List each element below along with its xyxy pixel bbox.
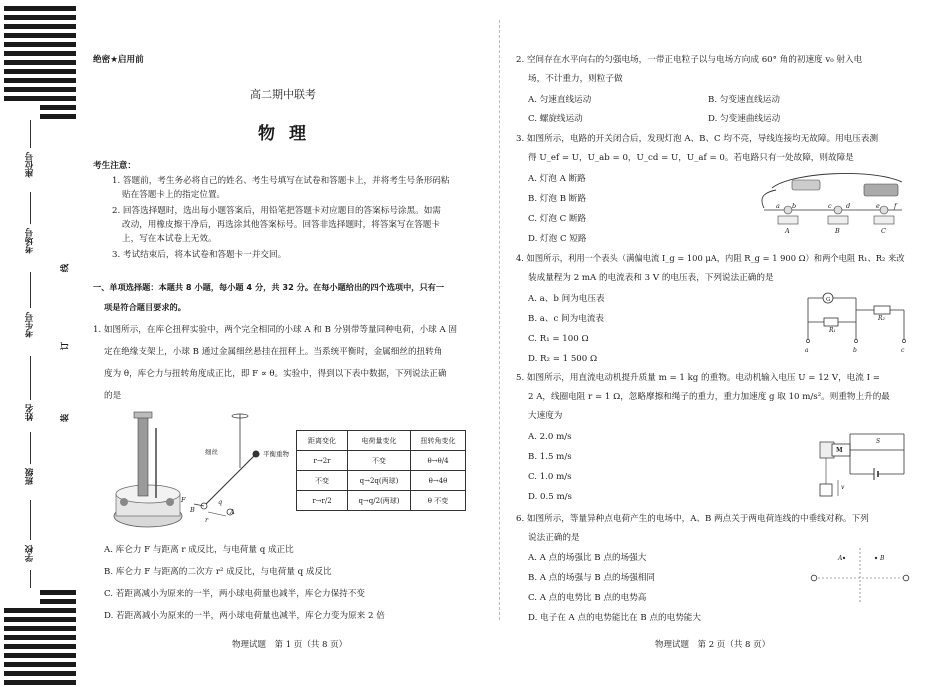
q2-option-b: B. 匀变速直线运动 <box>708 95 780 105</box>
binding-stripe <box>40 599 76 604</box>
label-r: r <box>205 516 209 524</box>
table-row <box>297 471 466 491</box>
binding-strip <box>0 0 80 688</box>
q5-stem: 5. 如图所示，用直流电动机提升质量 m = 1 kg 的重物。电动机输入电压 U = 12 V，电流 I = <box>516 373 880 383</box>
field-school: 学校 <box>25 545 35 562</box>
q5-label-v: v <box>841 484 845 491</box>
q6-option-a: A. A 点的场强比 B 点的场强大 <box>528 553 647 563</box>
exam-title: 高二期中联考 <box>250 88 316 101</box>
table-header: 电荷量变化 <box>348 431 411 451</box>
q3-label-b: b <box>792 202 797 210</box>
table-cell: r→2r <box>297 451 348 471</box>
label-A: A <box>230 508 235 516</box>
notice-line: 2. 回答选择题时，选出每小题答案后，用铅笔把答题卡对应题目的答案标号涂黑。如需 <box>112 206 441 216</box>
q1-option-b: B. 库仑力 F 与距离的二次方 r² 成反比，与电荷量 q 成反比 <box>104 567 332 577</box>
field-room-number: 考场号 <box>25 228 35 254</box>
section-heading-cont: 项是符合题目要求的。 <box>104 302 186 312</box>
q4-label-a: a <box>805 347 809 354</box>
binding-stripe <box>4 653 76 658</box>
binding-stripe <box>4 60 76 65</box>
label-F: F <box>181 496 186 504</box>
q3-label-e: e <box>876 202 880 210</box>
q3-label-A: A <box>785 227 790 235</box>
q5-option-b: B. 1.5 m/s <box>528 452 572 462</box>
q6-label-A: A <box>838 555 843 562</box>
q2-option-d: D. 匀变速曲线运动 <box>708 114 781 124</box>
seal-mark-bind: 装 <box>60 413 71 423</box>
q4-label-R1: R₁ <box>829 327 836 334</box>
q5-stem: 大速度为 <box>528 411 563 421</box>
binding-stripe <box>4 33 76 38</box>
q4-option-a: A. a、b 间为电压表 <box>528 294 605 304</box>
notice-line: 上，写在本试卷上无效。 <box>122 234 217 244</box>
q4-stem: 4. 如图所示，利用一个表头（满偏电流 I_g = 100 μA，内阻 R_g = 1 900 Ω）和两个电阻 R₁、R₂ 来改 <box>516 253 905 263</box>
q3-label-f: f <box>894 202 897 210</box>
field-line <box>30 120 31 148</box>
q5-label-S: S <box>876 438 881 445</box>
q4-label-b: b <box>853 347 857 354</box>
binding-stripe <box>4 87 76 92</box>
notice-line: 改动，用橡皮擦干净后，再选涂其他答案标号。回答非选择题时，将答案写在答题卡 <box>122 220 440 230</box>
field-seat-number: 座位号 <box>25 152 35 178</box>
q3-label-a: a <box>776 202 780 210</box>
q4-option-d: D. R₂ = 1 500 Ω <box>528 354 598 364</box>
q2-option-a: A. 匀速直线运动 <box>528 95 592 105</box>
binding-stripe <box>4 671 76 676</box>
q4-option-c: C. R₁ = 100 Ω <box>528 334 589 344</box>
binding-stripe <box>4 15 76 20</box>
field-line <box>30 272 31 308</box>
q6-field-figure <box>808 544 912 606</box>
q1-stem: 定在绝缘支架上，小球 B 通过金属细丝悬挂在扭秤上。当系统平衡时，金属细丝的扭转角 <box>104 347 443 357</box>
binding-stripe <box>40 590 76 595</box>
table-header-row <box>297 431 466 451</box>
binding-stripe <box>4 617 76 622</box>
right-page-footer: 物理试题 第 2 页（共 8 页） <box>655 640 771 650</box>
q4-label-R2: R₂ <box>878 315 885 322</box>
q4-option-b: B. a、c 间为电流表 <box>528 314 605 324</box>
section-heading: 一、单项选择题：本题共 8 小题，每小题 4 分，共 32 分。在每小题给出的四个选项中，只有一 <box>93 282 445 292</box>
field-candidate-number: 考生号 <box>25 312 35 338</box>
table-row <box>297 491 466 511</box>
q6-stem: 说法正确的是 <box>528 533 580 543</box>
binding-stripe <box>4 42 76 47</box>
q2-stem: 场，不计重力，则粒子做 <box>528 74 623 84</box>
q1-option-d: D. 若距离减小为原来的一半，两小球电荷量也减半，库仑力变为原来 2 倍 <box>104 611 385 621</box>
label-B: B <box>190 506 195 514</box>
subject-title: 物理 <box>258 124 320 144</box>
q5-option-c: C. 1.0 m/s <box>528 472 572 482</box>
page-divider <box>499 20 500 620</box>
field-line <box>30 500 31 540</box>
binding-stripe <box>4 608 76 613</box>
field-name: 姓名 <box>25 404 35 421</box>
notice-line: 贴在答题卡上的指定位置。 <box>122 190 226 200</box>
q4-label-c: c <box>901 347 905 354</box>
table-cell: r→r/2 <box>297 491 348 511</box>
field-line <box>30 192 31 224</box>
q1-stem: 1. 如图所示，在库仑扭秤实验中，两个完全相同的小球 A 和 B 分别带等量同种电荷，小球 A 固 <box>93 325 458 335</box>
label-wire: 细丝 <box>205 448 218 456</box>
q4-stem: 装成量程为 2 mA 的电流表和 3 V 的电压表，下列说法正确的是 <box>528 273 774 283</box>
label-counterweight: 平衡重物 <box>263 450 289 458</box>
table-cell: θ→θ/4 <box>411 451 466 471</box>
q3-label-d: d <box>846 202 851 210</box>
label-q: q <box>218 498 223 506</box>
binding-stripe <box>4 78 76 83</box>
left-page-footer: 物理试题 第 1 页（共 8 页） <box>232 640 348 650</box>
q3-option-b: B. 灯泡 B 断路 <box>528 194 586 204</box>
table-header: 距离变化 <box>297 431 348 451</box>
notice-line: 3. 考试结束后，将本试卷和答题卡一并交回。 <box>112 250 287 260</box>
table-cell: θ 不变 <box>411 491 466 511</box>
binding-stripe <box>4 635 76 640</box>
field-line <box>30 356 31 400</box>
seal-mark-order: 订 <box>60 341 71 351</box>
field-class: 班级 <box>25 468 35 485</box>
binding-stripe <box>4 69 76 74</box>
binding-stripe <box>4 662 76 667</box>
q5-option-a: A. 2.0 m/s <box>528 432 572 442</box>
notice-heading: 考生注意： <box>93 161 136 171</box>
binding-stripe <box>4 51 76 56</box>
q6-option-d: D. 电子在 A 点的电势能比在 B 点的电势能大 <box>528 613 701 623</box>
q1-stem: 的是 <box>104 391 122 401</box>
binding-stripe <box>4 6 76 11</box>
table-cell: 不变 <box>297 471 348 491</box>
table-cell: q→2q(两球) <box>348 471 411 491</box>
q6-label-B: B <box>880 555 885 562</box>
q3-label-C: C <box>881 227 886 235</box>
q4-meter-circuit-figure <box>800 286 910 348</box>
table-cell: θ→4θ <box>411 471 466 491</box>
q3-option-d: D. 灯泡 C 短路 <box>528 234 587 244</box>
table-cell: q→q/2(两球) <box>348 491 411 511</box>
binding-stripe <box>40 114 76 119</box>
q3-option-c: C. 灯泡 C 断路 <box>528 214 587 224</box>
q3-option-a: A. 灯泡 A 断路 <box>528 174 586 184</box>
field-line <box>30 432 31 464</box>
table-cell: 不变 <box>348 451 411 471</box>
q1-torsion-balance-figure <box>108 408 278 536</box>
q3-label-B: B <box>835 227 840 235</box>
q5-stem: 2 A，线圈电阻 r = 1 Ω，忽略摩擦和绳子的重力，重力加速度 g 取 10 m/s²。则重物上升的最 <box>528 392 890 402</box>
binding-stripe <box>4 680 76 685</box>
q6-option-b: B. A 点的场强与 B 点的场强相同 <box>528 573 656 583</box>
binding-stripe <box>4 96 76 101</box>
seal-mark-line: 线 <box>60 263 71 273</box>
binding-stripe <box>40 105 76 110</box>
q6-option-c: C. A 点的电势比 B 点的电势高 <box>528 593 647 603</box>
binding-stripe <box>4 644 76 649</box>
q4-label-G: G <box>826 297 831 303</box>
q3-stem: 3. 如图所示，电路的开关闭合后，发现灯泡 A、B、C 均不亮，导线连接均无故障。用电压表测 <box>516 134 879 144</box>
notice-line: 1. 答题前，考生务必将自己的姓名、考生号填写在试卷和答题卡上，并将考生号条形码粘 <box>112 176 450 186</box>
q5-motor-circuit-figure <box>812 430 912 500</box>
q1-option-a: A. 库仑力 F 与距离 r 成反比，与电荷量 q 成正比 <box>104 545 294 555</box>
q2-option-c: C. 螺旋线运动 <box>528 114 583 124</box>
field-line <box>30 570 31 588</box>
q1-stem: 度为 θ，库仑力与扭转角度成正比，即 F ∝ θ。实验中，得到以下表中数据，下列说法正确 <box>104 369 447 379</box>
binding-stripe <box>4 626 76 631</box>
q3-label-c: c <box>828 202 832 210</box>
binding-stripe <box>4 24 76 29</box>
table-header: 扭转角变化 <box>411 431 466 451</box>
q6-stem: 6. 如图所示，等量异种点电荷产生的电场中，A、B 两点关于两电荷连线的中垂线对称。下列 <box>516 514 869 524</box>
q1-option-c: C. 若距离减小为原来的一半，两小球电荷量也减半，库仑力保持不变 <box>104 589 365 599</box>
q1-data-table <box>296 430 466 511</box>
q5-label-M: M <box>836 447 843 454</box>
q2-stem: 2. 空间存在水平向右的匀强电场，一带正电粒子以与电场方向成 60° 角的初速度 v₀ 射入电 <box>516 55 863 65</box>
secret-label: 绝密★启用前 <box>93 55 144 65</box>
table-row <box>297 451 466 471</box>
q5-option-d: D. 0.5 m/s <box>528 492 572 502</box>
q3-stem: 得 U_ef = U，U_ab = 0，U_cd = U，U_af = 0。若电路只有一处故障，则故障是 <box>528 153 854 163</box>
